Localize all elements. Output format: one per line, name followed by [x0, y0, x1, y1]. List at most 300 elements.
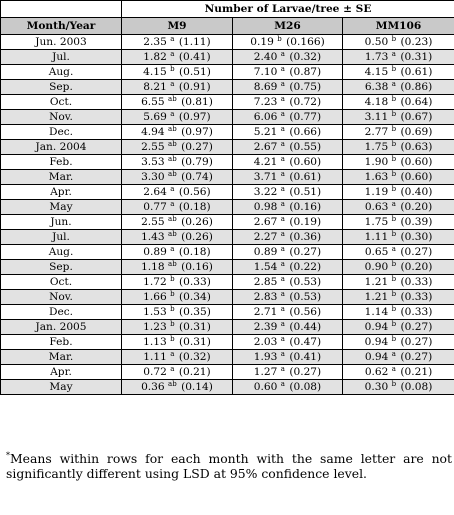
col-header-m26: M26	[233, 18, 343, 35]
significance-letter: b	[391, 125, 397, 133]
mean-value: 6.38	[364, 81, 389, 93]
standard-error: (0.53)	[289, 276, 322, 288]
month-cell: Nov.	[1, 110, 122, 125]
standard-error: (0.33)	[400, 291, 433, 303]
standard-error: (0.91)	[178, 81, 211, 93]
standard-error: (0.75)	[289, 81, 322, 93]
table-row	[1, 365, 454, 380]
significance-letter: ab	[168, 230, 177, 238]
standard-error: (0.33)	[400, 306, 433, 318]
table-header	[1, 1, 454, 35]
table-row	[1, 140, 454, 155]
standard-error: (0.51)	[289, 186, 322, 198]
group-header: Number of Larvae/tree ± SE	[122, 1, 454, 18]
month-cell: Jul.	[1, 50, 122, 65]
value-cell-m9	[122, 185, 233, 200]
value-cell-m9	[122, 215, 233, 230]
value-cell-mm106	[343, 320, 454, 335]
mean-value: 1.75	[364, 141, 389, 153]
significance-letter: b	[170, 275, 175, 283]
mean-value: 2.55	[141, 141, 165, 153]
standard-error: (0.64)	[400, 96, 433, 108]
standard-error: (0.27)	[289, 246, 322, 258]
table-row	[1, 80, 454, 95]
mean-value: 1.54	[253, 261, 278, 273]
significance-letter: b	[391, 65, 397, 73]
standard-error: (0.166)	[286, 36, 325, 48]
month-cell: May	[1, 380, 122, 395]
significance-letter: a	[170, 185, 175, 193]
significance-letter: a	[280, 290, 285, 298]
value-cell-mm106	[343, 200, 454, 215]
significance-letter: a	[280, 215, 285, 223]
standard-error: (0.27)	[400, 336, 433, 348]
mean-value: 1.43	[141, 231, 165, 243]
standard-error: (0.14)	[181, 381, 213, 393]
standard-error: (0.08)	[289, 381, 322, 393]
standard-error: (0.79)	[181, 156, 213, 168]
mean-value: 1.14	[364, 306, 389, 318]
significance-letter: b	[391, 230, 397, 238]
value-cell-m26	[233, 380, 343, 395]
mean-value: 1.21	[364, 291, 389, 303]
standard-error: (0.69)	[400, 126, 433, 138]
value-cell-mm106	[343, 215, 454, 230]
month-cell: Feb.	[1, 155, 122, 170]
standard-error: (0.56)	[289, 306, 322, 318]
value-cell-m26	[233, 245, 343, 260]
significance-letter: a	[170, 35, 175, 43]
mean-value: 2.39	[253, 321, 278, 333]
standard-error: (0.23)	[400, 36, 433, 48]
value-cell-mm106	[343, 260, 454, 275]
value-cell-m9	[122, 320, 233, 335]
significance-letter: a	[280, 185, 285, 193]
value-cell-m9	[122, 110, 233, 125]
month-cell: Dec.	[1, 125, 122, 140]
value-cell-m9	[122, 275, 233, 290]
significance-letter: a	[280, 155, 285, 163]
significance-letter: a	[280, 320, 285, 328]
footnote-text: Means within rows for each month with the same letter are not significantly different using LSD at 95% confidence level.	[6, 451, 452, 481]
standard-error: (0.72)	[289, 96, 322, 108]
month-cell: Mar.	[1, 170, 122, 185]
significance-letter: a	[280, 260, 285, 268]
value-cell-m26	[233, 170, 343, 185]
value-cell-m9	[122, 50, 233, 65]
value-cell-m26	[233, 230, 343, 245]
standard-error: (0.66)	[289, 126, 322, 138]
value-cell-m9	[122, 170, 233, 185]
value-cell-mm106	[343, 335, 454, 350]
standard-error: (0.18)	[178, 201, 211, 213]
table-row	[1, 200, 454, 215]
standard-error: (0.30)	[400, 231, 433, 243]
mean-value: 1.82	[143, 51, 167, 63]
standard-error: (0.47)	[289, 336, 322, 348]
significance-letter: b	[391, 170, 397, 178]
table-row	[1, 185, 454, 200]
value-cell-mm106	[343, 275, 454, 290]
value-cell-m9	[122, 335, 233, 350]
value-cell-mm106	[343, 290, 454, 305]
significance-letter: b	[170, 320, 175, 328]
value-cell-mm106	[343, 35, 454, 50]
mean-value: 4.94	[141, 126, 165, 138]
footnote-marker: *	[6, 451, 10, 460]
standard-error: (0.86)	[400, 81, 433, 93]
value-cell-m9	[122, 230, 233, 245]
significance-letter: b	[391, 185, 397, 193]
value-cell-m26	[233, 200, 343, 215]
header-corner-cell	[1, 1, 122, 18]
significance-letter: b	[391, 335, 397, 343]
significance-letter: ab	[168, 170, 177, 178]
table-row	[1, 290, 454, 305]
significance-letter: ab	[168, 140, 177, 148]
mean-value: 2.40	[253, 51, 278, 63]
mean-value: 1.53	[143, 306, 167, 318]
significance-letter: a	[391, 80, 396, 88]
month-cell: May	[1, 200, 122, 215]
mean-value: 8.69	[253, 81, 278, 93]
significance-letter: a	[391, 200, 396, 208]
month-cell: Jan. 2005	[1, 320, 122, 335]
mean-value: 4.15	[364, 66, 389, 78]
value-cell-m26	[233, 65, 343, 80]
value-cell-mm106	[343, 125, 454, 140]
value-cell-m9	[122, 80, 233, 95]
standard-error: (0.34)	[178, 291, 211, 303]
mean-value: 0.60	[253, 381, 278, 393]
significance-letter: a	[280, 110, 285, 118]
significance-letter: b	[391, 380, 397, 388]
value-cell-m9	[122, 380, 233, 395]
standard-error: (0.67)	[400, 111, 433, 123]
standard-error: (0.31)	[400, 51, 433, 63]
month-cell: Sep.	[1, 260, 122, 275]
mean-value: 1.11	[364, 231, 389, 243]
value-cell-m26	[233, 95, 343, 110]
standard-error: (0.20)	[400, 201, 433, 213]
significance-letter: a	[280, 95, 285, 103]
significance-letter: a	[391, 350, 396, 358]
table-row	[1, 275, 454, 290]
month-cell: Aug.	[1, 65, 122, 80]
standard-error: (0.31)	[178, 336, 211, 348]
table-row	[1, 65, 454, 80]
table-row	[1, 245, 454, 260]
mean-value: 1.11	[143, 351, 167, 363]
mean-value: 1.73	[364, 51, 389, 63]
mean-value: 0.94	[364, 336, 389, 348]
significance-letter: b	[391, 215, 397, 223]
significance-letter: a	[170, 200, 175, 208]
standard-error: (0.20)	[400, 261, 433, 273]
mean-value: 3.71	[253, 171, 278, 183]
mean-value: 0.90	[364, 261, 389, 273]
standard-error: (0.26)	[181, 231, 213, 243]
mean-value: 2.85	[253, 276, 278, 288]
mean-value: 1.13	[143, 336, 167, 348]
month-cell: Aug.	[1, 245, 122, 260]
month-cell: Apr.	[1, 185, 122, 200]
standard-error: (0.19)	[289, 216, 322, 228]
value-cell-mm106	[343, 50, 454, 65]
month-cell: Mar.	[1, 350, 122, 365]
value-cell-mm106	[343, 170, 454, 185]
value-cell-m9	[122, 365, 233, 380]
value-cell-mm106	[343, 185, 454, 200]
value-cell-m9	[122, 245, 233, 260]
significance-letter: b	[391, 260, 397, 268]
significance-letter: a	[280, 65, 285, 73]
mean-value: 0.89	[143, 246, 167, 258]
significance-letter: a	[170, 245, 175, 253]
table-row	[1, 110, 454, 125]
column-header-row	[1, 18, 454, 35]
value-cell-m26	[233, 35, 343, 50]
mean-value: 0.98	[253, 201, 278, 213]
standard-error: (0.36)	[289, 231, 322, 243]
significance-letter: a	[280, 230, 285, 238]
value-cell-m26	[233, 335, 343, 350]
standard-error: (1.11)	[178, 36, 211, 48]
standard-error: (0.97)	[181, 126, 213, 138]
value-cell-mm106	[343, 380, 454, 395]
standard-error: (0.51)	[178, 66, 211, 78]
significance-letter: a	[170, 80, 175, 88]
standard-error: (0.87)	[289, 66, 322, 78]
standard-error: (0.16)	[181, 261, 213, 273]
value-cell-m26	[233, 155, 343, 170]
mean-value: 0.63	[364, 201, 389, 213]
standard-error: (0.18)	[178, 246, 211, 258]
mean-value: 3.22	[253, 186, 278, 198]
standard-error: (0.33)	[178, 276, 211, 288]
value-cell-mm106	[343, 230, 454, 245]
standard-error: (0.97)	[178, 111, 211, 123]
mean-value: 2.27	[253, 231, 278, 243]
standard-error: (0.32)	[178, 351, 211, 363]
significance-letter: ab	[168, 155, 177, 163]
significance-letter: a	[280, 50, 285, 58]
significance-letter: b	[391, 290, 397, 298]
significance-letter: b	[391, 110, 397, 118]
value-cell-m9	[122, 95, 233, 110]
standard-error: (0.26)	[181, 216, 213, 228]
significance-letter: ab	[168, 125, 177, 133]
month-cell: Nov.	[1, 290, 122, 305]
significance-letter: b	[170, 305, 175, 313]
significance-letter: b	[391, 140, 397, 148]
mean-value: 1.18	[141, 261, 165, 273]
significance-letter: b	[170, 335, 175, 343]
mean-value: 6.55	[141, 96, 165, 108]
standard-error: (0.31)	[178, 321, 211, 333]
significance-letter: a	[280, 125, 285, 133]
value-cell-m26	[233, 185, 343, 200]
value-cell-mm106	[343, 305, 454, 320]
value-cell-m26	[233, 215, 343, 230]
value-cell-m26	[233, 275, 343, 290]
standard-error: (0.27)	[181, 141, 213, 153]
significance-letter: b	[170, 290, 175, 298]
value-cell-m26	[233, 80, 343, 95]
significance-letter: a	[170, 50, 175, 58]
col-header-m9: M9	[122, 18, 233, 35]
month-cell: Dec.	[1, 305, 122, 320]
standard-error: (0.41)	[178, 51, 211, 63]
table-row	[1, 215, 454, 230]
mean-value: 5.21	[253, 126, 278, 138]
mean-value: 6.06	[253, 111, 278, 123]
standard-error: (0.60)	[289, 156, 322, 168]
mean-value: 0.94	[364, 321, 389, 333]
mean-value: 2.77	[364, 126, 389, 138]
mean-value: 0.62	[364, 366, 389, 378]
significance-letter: a	[280, 365, 285, 373]
mean-value: 7.23	[253, 96, 278, 108]
col-header-month: Month/Year	[1, 18, 122, 35]
mean-value: 0.19	[250, 36, 274, 48]
standard-error: (0.33)	[400, 276, 433, 288]
table-row	[1, 50, 454, 65]
mean-value: 0.72	[143, 366, 167, 378]
month-cell: Jan. 2004	[1, 140, 122, 155]
mean-value: 2.67	[253, 216, 278, 228]
value-cell-mm106	[343, 365, 454, 380]
value-cell-mm106	[343, 155, 454, 170]
standard-error: (0.63)	[400, 141, 433, 153]
value-cell-m9	[122, 305, 233, 320]
table-row	[1, 125, 454, 140]
value-cell-m9	[122, 155, 233, 170]
mean-value: 1.27	[253, 366, 278, 378]
value-cell-m9	[122, 140, 233, 155]
table-body	[1, 35, 454, 395]
table-row	[1, 230, 454, 245]
month-cell: Sep.	[1, 80, 122, 95]
standard-error: (0.41)	[289, 351, 322, 363]
standard-error: (0.40)	[400, 186, 433, 198]
standard-error: (0.27)	[400, 351, 433, 363]
significance-letter: b	[391, 320, 397, 328]
value-cell-mm106	[343, 65, 454, 80]
standard-error: (0.53)	[289, 291, 322, 303]
table-row	[1, 155, 454, 170]
value-cell-m9	[122, 125, 233, 140]
table-row	[1, 305, 454, 320]
significance-letter: a	[280, 275, 285, 283]
mean-value: 1.63	[364, 171, 389, 183]
standard-error: (0.39)	[400, 216, 433, 228]
standard-error: (0.21)	[400, 366, 433, 378]
mean-value: 3.53	[141, 156, 165, 168]
mean-value: 8.21	[143, 81, 167, 93]
value-cell-m26	[233, 50, 343, 65]
significance-letter: ab	[168, 380, 177, 388]
value-cell-mm106	[343, 140, 454, 155]
standard-error: (0.16)	[289, 201, 322, 213]
month-cell: Oct.	[1, 275, 122, 290]
value-cell-m26	[233, 350, 343, 365]
significance-letter: a	[280, 140, 285, 148]
month-cell: Jun.	[1, 215, 122, 230]
month-cell: Feb.	[1, 335, 122, 350]
mean-value: 1.23	[143, 321, 167, 333]
value-cell-m26	[233, 140, 343, 155]
standard-error: (0.35)	[178, 306, 211, 318]
value-cell-m9	[122, 290, 233, 305]
mean-value: 4.18	[364, 96, 389, 108]
mean-value: 0.89	[253, 246, 278, 258]
standard-error: (0.60)	[400, 171, 433, 183]
table-row	[1, 335, 454, 350]
mean-value: 1.93	[253, 351, 278, 363]
standard-error: (0.22)	[289, 261, 322, 273]
month-cell: Jul.	[1, 230, 122, 245]
mean-value: 2.67	[253, 141, 278, 153]
standard-error: (0.27)	[400, 321, 433, 333]
mean-value: 0.30	[364, 381, 389, 393]
mean-value: 2.83	[253, 291, 278, 303]
mean-value: 4.21	[253, 156, 278, 168]
month-cell: Oct.	[1, 95, 122, 110]
value-cell-m26	[233, 320, 343, 335]
standard-error: (0.60)	[400, 156, 433, 168]
table-row	[1, 380, 454, 395]
standard-error: (0.21)	[178, 366, 211, 378]
mean-value: 1.21	[364, 276, 389, 288]
significance-letter: a	[280, 80, 285, 88]
table-row	[1, 260, 454, 275]
table-row	[1, 95, 454, 110]
significance-letter: a	[280, 335, 285, 343]
value-cell-m9	[122, 35, 233, 50]
mean-value: 2.35	[143, 36, 167, 48]
table-row	[1, 170, 454, 185]
significance-letter: a	[391, 245, 396, 253]
mean-value: 0.50	[364, 36, 389, 48]
mean-value: 1.19	[364, 186, 389, 198]
footnote	[6, 451, 452, 481]
value-cell-m26	[233, 260, 343, 275]
month-cell: Apr.	[1, 365, 122, 380]
value-cell-m26	[233, 125, 343, 140]
standard-error: (0.77)	[289, 111, 322, 123]
value-cell-m9	[122, 65, 233, 80]
significance-letter: ab	[168, 215, 177, 223]
value-cell-m9	[122, 260, 233, 275]
mean-value: 4.15	[143, 66, 167, 78]
mean-value: 5.69	[143, 111, 167, 123]
mean-value: 1.66	[143, 291, 167, 303]
significance-letter: b	[391, 275, 397, 283]
standard-error: (0.61)	[400, 66, 433, 78]
significance-letter: b	[170, 65, 175, 73]
value-cell-mm106	[343, 245, 454, 260]
mean-value: 1.90	[364, 156, 389, 168]
table-row	[1, 35, 454, 50]
value-cell-mm106	[343, 95, 454, 110]
standard-error: (0.55)	[289, 141, 322, 153]
significance-letter: b	[391, 305, 397, 313]
standard-error: (0.27)	[400, 246, 433, 258]
value-cell-m9	[122, 200, 233, 215]
mean-value: 0.77	[143, 201, 167, 213]
value-cell-m26	[233, 365, 343, 380]
